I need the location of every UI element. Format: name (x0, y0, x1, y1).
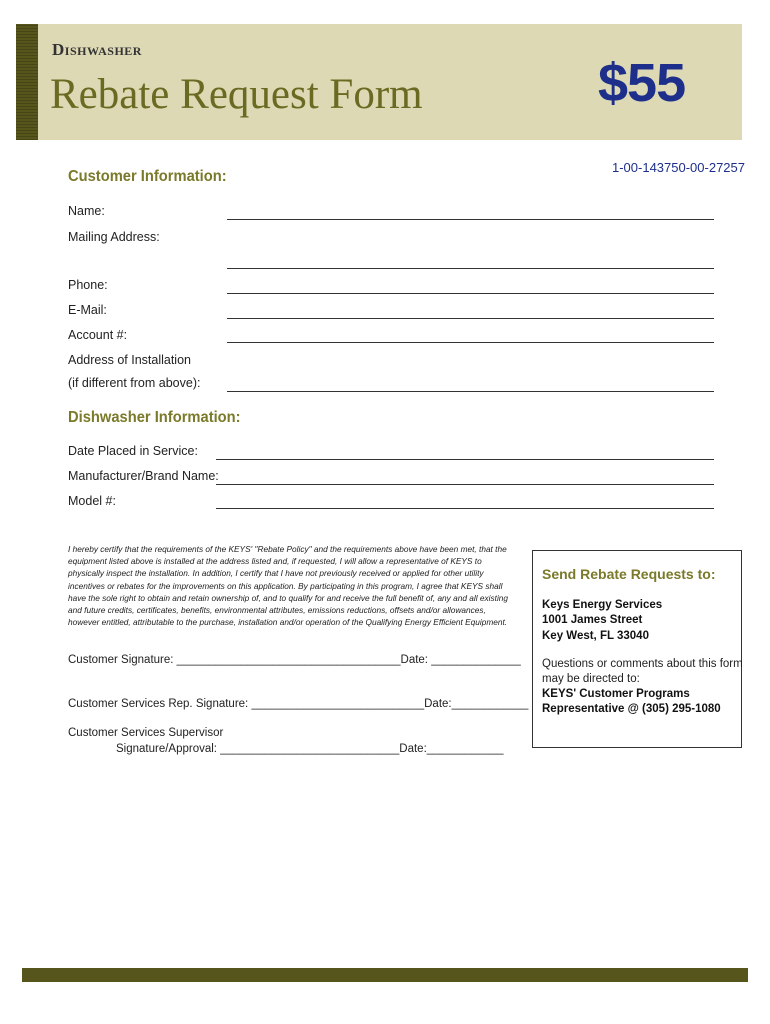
city-state-zip: Key West, FL 33040 (542, 630, 649, 642)
rep-signature-line[interactable]: Customer Services Rep. Signature: ___________________________Date:____________ (68, 698, 529, 710)
customer-signature-line[interactable]: Customer Signature: ___________________________________Date: ______________ (68, 654, 521, 666)
send-requests-heading: Send Rebate Requests to: (542, 566, 716, 582)
model-field[interactable] (216, 508, 714, 509)
install-address-field[interactable] (227, 391, 714, 392)
supervisor-label: Customer Services Supervisor (68, 727, 224, 739)
install-address-note: (if different from above): (68, 376, 201, 390)
certification-text: I hereby certify that the requirements of the KEYS' "Rebate Policy" and the requirements above have been met, that the equipment listed above is installed at the address listed and, if requested, I will allow a representative of KEYS to physically inspect the installation. In addition, I certify that I have not previously received or applied for other utility incentives or rebates for the improvements on this application. By participating in this program, I agree that KEYS shall have the sole right to obtain and retain ownership of, and to qualify for and receive the full benefit of, any and all existing and future credits, certificates, benefits, environmental attributes, emissions reductions, offsets and/or allowances, however entitled, attributable to the purchase, installation and/or operation of the Qualifying Energy Efficient Equipment. (68, 544, 509, 628)
brand-field[interactable] (216, 484, 714, 485)
brand-label: Manufacturer/Brand Name: (68, 469, 219, 483)
banner-stripe (16, 24, 38, 140)
date-in-service-label: Date Placed in Service: (68, 444, 198, 458)
dishwasher-info-heading: Dishwasher Information: (68, 409, 241, 426)
phone-field[interactable] (227, 293, 714, 294)
street-address: 1001 James Street (542, 614, 643, 626)
customer-info-heading: Customer Information: (68, 168, 227, 185)
mailing-address-label: Mailing Address: (68, 230, 160, 244)
phone-label: Phone: (68, 278, 108, 292)
email-label: E-Mail: (68, 303, 107, 317)
page-title: Rebate Request Form (50, 71, 423, 118)
date-in-service-field[interactable] (216, 459, 714, 460)
email-field[interactable] (227, 318, 714, 319)
account-field[interactable] (227, 342, 714, 343)
model-label: Model #: (68, 494, 116, 508)
contact-phone[interactable]: Representative @ (305) 295-1080 (542, 703, 721, 715)
questions-text-2: may be directed to: (542, 673, 640, 685)
mailing-address-field[interactable] (227, 268, 714, 269)
footer-bar (22, 968, 748, 982)
rebate-amount: $55 (598, 53, 686, 113)
install-address-label: Address of Installation (68, 353, 191, 367)
questions-text: Questions or comments about this form (542, 658, 743, 670)
name-label: Name: (68, 204, 105, 218)
org-name: Keys Energy Services (542, 599, 663, 611)
form-category: Dishwasher (52, 40, 142, 59)
contact-name: KEYS' Customer Programs (542, 688, 690, 700)
supervisor-signature-line[interactable]: Signature/Approval: ____________________________Date:____________ (116, 743, 504, 755)
name-field[interactable] (227, 219, 714, 220)
form-code: 1-00-143750-00-27257 (612, 160, 745, 175)
account-label: Account #: (68, 328, 128, 342)
